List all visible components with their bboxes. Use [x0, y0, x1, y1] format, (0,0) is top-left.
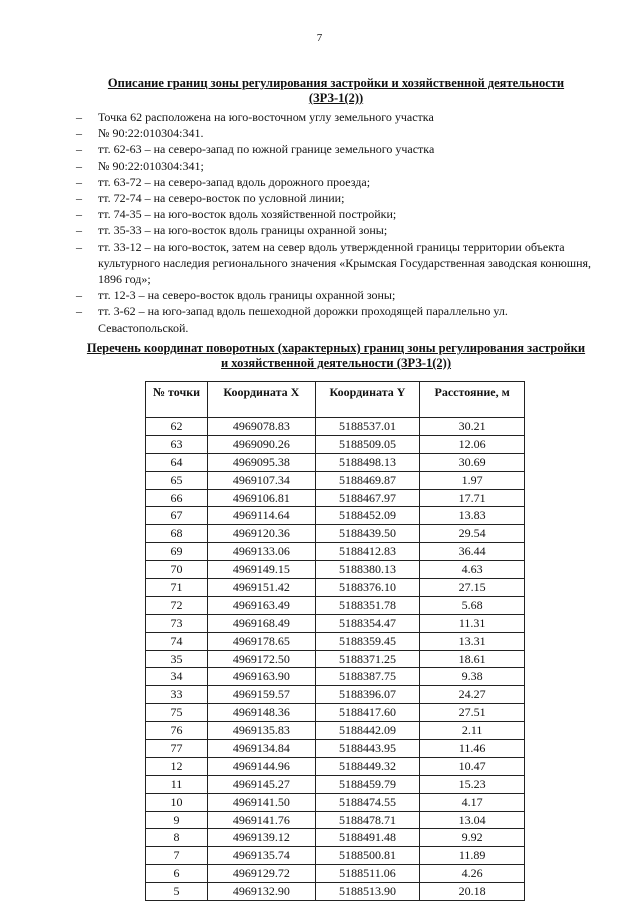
cell-point-number: 63	[146, 435, 208, 453]
cell-coordinate-x: 4969129.72	[208, 865, 316, 883]
table-row	[146, 543, 525, 561]
cell-coordinate-x: 4969163.49	[208, 596, 316, 614]
cell-coordinate-y: 5188439.50	[315, 525, 420, 543]
cell-coordinate-y: 5188417.60	[315, 704, 420, 722]
cell-coordinate-x: 4969114.64	[208, 507, 316, 525]
list-dash: –	[76, 174, 82, 189]
list-item	[76, 222, 596, 238]
cell-point-number: 5	[146, 883, 208, 901]
cell-coordinate-x: 4969148.36	[208, 704, 316, 722]
table-row	[146, 579, 525, 597]
cell-coordinate-y: 5188491.48	[315, 829, 420, 847]
cell-distance: 11.46	[420, 740, 525, 758]
cell-coordinate-x: 4969151.42	[208, 579, 316, 597]
cell-coordinate-x: 4969135.83	[208, 722, 316, 740]
list-dash: –	[76, 158, 82, 173]
cell-point-number: 62	[146, 418, 208, 436]
table-row	[146, 435, 525, 453]
list-item-text: тт. 35-33 – на юго-восток вдоль границы охранной зоны;	[98, 223, 388, 238]
list-dash: –	[76, 126, 82, 141]
table-row	[146, 686, 525, 704]
table-row	[146, 596, 525, 614]
boundary-description-heading	[76, 76, 596, 106]
cell-coordinate-x: 4969139.12	[208, 829, 316, 847]
cell-coordinate-y: 5188498.13	[315, 453, 420, 471]
cell-point-number: 64	[146, 453, 208, 471]
cell-point-number: 74	[146, 632, 208, 650]
cell-coordinate-x: 4969133.06	[208, 543, 316, 561]
cell-distance: 13.83	[420, 507, 525, 525]
cell-coordinate-x: 4969132.90	[208, 883, 316, 901]
cell-point-number: 34	[146, 668, 208, 686]
cell-distance: 1.97	[420, 471, 525, 489]
list-item-text: Точка 62 расположена на юго-восточном углу земельного участка	[98, 110, 434, 124]
list-item-text: № 90:22:010304:341.	[98, 126, 204, 141]
cell-distance: 15.23	[420, 775, 525, 793]
cell-coordinate-x: 4969141.50	[208, 793, 316, 811]
list-dash: –	[76, 223, 82, 238]
coordinates-table	[145, 381, 525, 901]
cell-coordinate-y: 5188511.06	[315, 865, 420, 883]
cell-distance: 9.38	[420, 668, 525, 686]
table-row	[146, 507, 525, 525]
cell-coordinate-x: 4969078.83	[208, 418, 316, 436]
cell-coordinate-x: 4969149.15	[208, 561, 316, 579]
cell-point-number: 70	[146, 561, 208, 579]
boundary-description-list	[76, 109, 596, 336]
cell-distance: 17.71	[420, 489, 525, 507]
list-item-text: тт. 63-72 – на северо-запад вдоль дорожного проезда;	[98, 174, 371, 189]
table-row	[146, 614, 525, 632]
list-item	[76, 206, 596, 222]
coordinates-list-heading-line2: и хозяйственной деятельности (ЗРЗ-1(2))	[220, 356, 452, 370]
list-dash: –	[76, 191, 82, 206]
cell-point-number: 77	[146, 740, 208, 758]
cell-coordinate-x: 4969178.65	[208, 632, 316, 650]
table-row	[146, 847, 525, 865]
cell-point-number: 12	[146, 757, 208, 775]
cell-coordinate-x: 4969120.36	[208, 525, 316, 543]
table-row	[146, 722, 525, 740]
cell-point-number: 9	[146, 811, 208, 829]
list-dash: –	[76, 142, 82, 157]
page-number: 7	[316, 32, 323, 44]
boundary-description-heading-line1: Описание границ зоны регулирования застройки и хозяйственной деятельности	[107, 76, 565, 90]
cell-coordinate-x: 4969106.81	[208, 489, 316, 507]
cell-distance: 11.31	[420, 614, 525, 632]
cell-coordinate-y: 5188443.95	[315, 740, 420, 758]
cell-distance: 27.51	[420, 704, 525, 722]
cell-coordinate-x: 4969144.96	[208, 757, 316, 775]
cell-point-number: 65	[146, 471, 208, 489]
cell-coordinate-y: 5188449.32	[315, 757, 420, 775]
table-row	[146, 453, 525, 471]
cell-coordinate-y: 5188380.13	[315, 561, 420, 579]
cell-distance: 5.68	[420, 596, 525, 614]
list-item	[76, 141, 596, 157]
cell-coordinate-y: 5188387.75	[315, 668, 420, 686]
cell-point-number: 6	[146, 865, 208, 883]
table-row	[146, 865, 525, 883]
cell-point-number: 10	[146, 793, 208, 811]
cell-coordinate-y: 5188459.79	[315, 775, 420, 793]
list-item-text: тт. 72-74 – на северо-восток по условной линии;	[98, 191, 345, 206]
cell-coordinate-x: 4969172.50	[208, 650, 316, 668]
cell-coordinate-y: 5188442.09	[315, 722, 420, 740]
cell-coordinate-y: 5188359.45	[315, 632, 420, 650]
cell-point-number: 67	[146, 507, 208, 525]
list-dash: –	[76, 239, 82, 254]
table-row	[146, 632, 525, 650]
list-item-text: тт. 12-3 – на северо-восток вдоль границы охранной зоны;	[98, 288, 396, 303]
cell-distance: 24.27	[420, 686, 525, 704]
cell-distance: 13.31	[420, 632, 525, 650]
cell-distance: 12.06	[420, 435, 525, 453]
cell-distance: 36.44	[420, 543, 525, 561]
list-dash: –	[76, 207, 82, 222]
cell-point-number: 33	[146, 686, 208, 704]
list-item	[76, 158, 596, 174]
cell-point-number: 7	[146, 847, 208, 865]
cell-point-number: 72	[146, 596, 208, 614]
cell-point-number: 8	[146, 829, 208, 847]
list-dash: –	[76, 110, 82, 124]
cell-distance: 13.04	[420, 811, 525, 829]
cell-distance: 4.26	[420, 865, 525, 883]
cell-coordinate-y: 5188467.97	[315, 489, 420, 507]
table-header-row	[146, 382, 525, 418]
table-row	[146, 525, 525, 543]
table-row	[146, 650, 525, 668]
column-header-distance: Расстояние, м	[420, 382, 525, 418]
cell-coordinate-y: 5188469.87	[315, 471, 420, 489]
list-item-text: тт. 74-35 – на юго-восток вдоль хозяйственной постройки;	[98, 207, 397, 222]
list-item	[76, 287, 596, 303]
cell-coordinate-y: 5188376.10	[315, 579, 420, 597]
list-item	[76, 303, 596, 335]
table-row	[146, 740, 525, 758]
list-item	[76, 125, 596, 141]
cell-distance: 30.69	[420, 453, 525, 471]
list-item	[76, 174, 596, 190]
cell-distance: 11.89	[420, 847, 525, 865]
cell-coordinate-x: 4969163.90	[208, 668, 316, 686]
coordinates-table-body	[146, 418, 525, 901]
cell-coordinate-y: 5188537.01	[315, 418, 420, 436]
cell-point-number: 68	[146, 525, 208, 543]
column-header-point-number: № точки	[146, 382, 208, 418]
table-row	[146, 418, 525, 436]
cell-coordinate-x: 4969168.49	[208, 614, 316, 632]
coordinates-list-heading	[76, 341, 596, 371]
cell-coordinate-x: 4969135.74	[208, 847, 316, 865]
cell-point-number: 76	[146, 722, 208, 740]
list-item	[76, 239, 596, 288]
cell-coordinate-y: 5188452.09	[315, 507, 420, 525]
cell-distance: 30.21	[420, 418, 525, 436]
cell-distance: 10.47	[420, 757, 525, 775]
cell-distance: 4.63	[420, 561, 525, 579]
cell-point-number: 73	[146, 614, 208, 632]
cell-coordinate-x: 4969134.84	[208, 740, 316, 758]
list-item-text: № 90:22:010304:341;	[98, 158, 204, 173]
table-row	[146, 829, 525, 847]
cell-coordinate-x: 4969090.26	[208, 435, 316, 453]
table-row	[146, 704, 525, 722]
cell-coordinate-x: 4969141.76	[208, 811, 316, 829]
cell-coordinate-x: 4969107.34	[208, 471, 316, 489]
table-row	[146, 471, 525, 489]
cell-coordinate-y: 5188412.83	[315, 543, 420, 561]
cell-distance: 18.61	[420, 650, 525, 668]
cell-coordinate-y: 5188371.25	[315, 650, 420, 668]
cell-distance: 29.54	[420, 525, 525, 543]
cell-coordinate-y: 5188513.90	[315, 883, 420, 901]
table-row	[146, 757, 525, 775]
cell-distance: 20.18	[420, 883, 525, 901]
cell-coordinate-y: 5188509.05	[315, 435, 420, 453]
cell-distance: 27.15	[420, 579, 525, 597]
table-row	[146, 561, 525, 579]
boundary-description-heading-line2: (ЗРЗ-1(2))	[308, 91, 364, 105]
table-row	[146, 811, 525, 829]
cell-distance: 9.92	[420, 829, 525, 847]
table-row	[146, 883, 525, 901]
list-item-text: тт. 33-12 – на юго-восток, затем на север вдоль утвержденной границы территории объекта культурного наследия регионального значения «Крымская Государственная заводская конюшня, 1896 год»;	[98, 239, 592, 287]
column-header-coordinate-x: Координата X	[208, 382, 316, 418]
cell-point-number: 71	[146, 579, 208, 597]
cell-coordinate-x: 4969145.27	[208, 775, 316, 793]
cell-distance: 2.11	[420, 722, 525, 740]
cell-distance: 4.17	[420, 793, 525, 811]
cell-point-number: 69	[146, 543, 208, 561]
coordinates-list-heading-line1: Перечень координат поворотных (характерных) границ зоны регулирования застройки	[86, 341, 586, 355]
table-row	[146, 775, 525, 793]
cell-point-number: 66	[146, 489, 208, 507]
cell-coordinate-y: 5188354.47	[315, 614, 420, 632]
cell-coordinate-y: 5188351.78	[315, 596, 420, 614]
cell-coordinate-y: 5188396.07	[315, 686, 420, 704]
cell-point-number: 75	[146, 704, 208, 722]
column-header-coordinate-y: Координата Y	[315, 382, 420, 418]
list-dash: –	[76, 288, 82, 303]
list-item-text: тт. 62-63 – на северо-запад по южной границе земельного участка	[98, 142, 435, 157]
table-row	[146, 668, 525, 686]
cell-coordinate-y: 5188474.55	[315, 793, 420, 811]
table-row	[146, 793, 525, 811]
list-item	[76, 109, 596, 125]
list-item-text: тт. 3-62 – на юго-запад вдоль пешеходной дорожки проходящей параллельно ул. Севастопольской.	[98, 304, 508, 335]
cell-coordinate-y: 5188478.71	[315, 811, 420, 829]
list-item	[76, 190, 596, 206]
list-dash: –	[76, 304, 82, 319]
cell-coordinate-y: 5188500.81	[315, 847, 420, 865]
cell-coordinate-x: 4969159.57	[208, 686, 316, 704]
cell-point-number: 35	[146, 650, 208, 668]
cell-coordinate-x: 4969095.38	[208, 453, 316, 471]
cell-point-number: 11	[146, 775, 208, 793]
table-row	[146, 489, 525, 507]
